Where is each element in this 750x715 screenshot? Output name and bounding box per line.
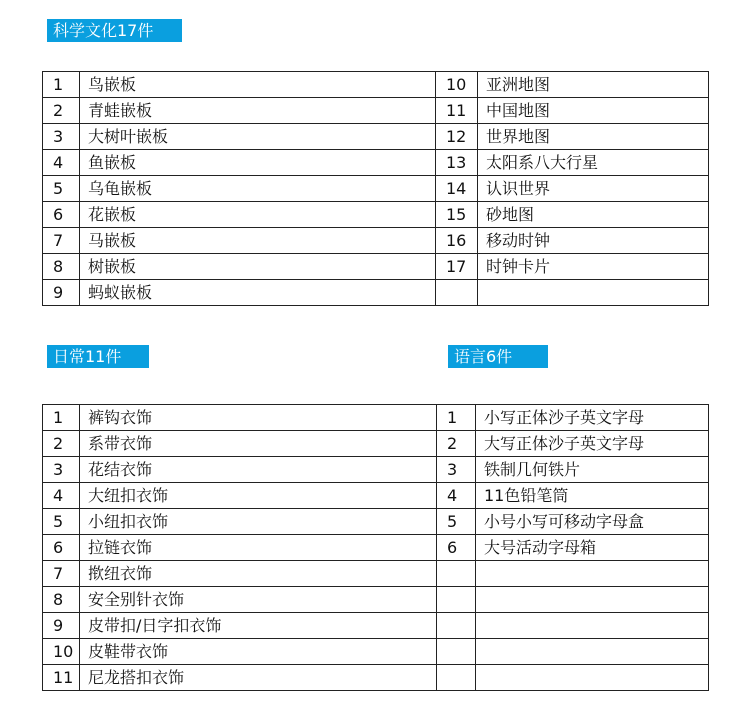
item-number: 11 — [43, 665, 80, 691]
item-name: 铁制几何铁片 — [476, 457, 709, 483]
section-title-science: 科学文化17件 — [47, 19, 182, 42]
item-name: 小纽扣衣饰 — [80, 509, 437, 535]
table-row — [437, 431, 709, 457]
table-row — [43, 457, 437, 483]
item-number: 17 — [436, 254, 478, 280]
section-title-daily: 日常11件 — [47, 345, 149, 368]
item-number: 1 — [43, 405, 80, 431]
item-name: 大号活动字母箱 — [476, 535, 709, 561]
item-name: 中国地图 — [478, 98, 709, 124]
table-row — [437, 457, 709, 483]
item-number: 14 — [436, 176, 478, 202]
item-number — [437, 587, 476, 613]
daily-table — [42, 404, 437, 691]
item-number: 11 — [436, 98, 478, 124]
item-name: 11色铅笔筒 — [476, 483, 709, 509]
table-row — [43, 535, 437, 561]
table-row — [437, 535, 709, 561]
item-number: 8 — [43, 254, 80, 280]
table-row — [43, 254, 709, 280]
table-row — [437, 613, 709, 639]
item-name: 时钟卡片 — [478, 254, 709, 280]
item-name: 小号小写可移动字母盒 — [476, 509, 709, 535]
science-table-body — [43, 72, 709, 306]
item-number — [437, 613, 476, 639]
item-number: 4 — [43, 483, 80, 509]
item-name: 大写正体沙子英文字母 — [476, 431, 709, 457]
item-name — [476, 613, 709, 639]
table-row — [43, 431, 437, 457]
item-name: 树嵌板 — [80, 254, 436, 280]
item-number: 2 — [43, 431, 80, 457]
item-name: 鱼嵌板 — [80, 150, 436, 176]
item-name — [476, 665, 709, 691]
item-name — [476, 639, 709, 665]
item-number: 16 — [436, 228, 478, 254]
item-name — [476, 587, 709, 613]
table-row — [43, 613, 437, 639]
science-table — [42, 71, 709, 306]
item-number — [436, 280, 478, 306]
item-number — [437, 639, 476, 665]
item-number: 3 — [437, 457, 476, 483]
item-number: 4 — [437, 483, 476, 509]
item-name: 裤钩衣饰 — [80, 405, 437, 431]
table-row — [43, 561, 437, 587]
table-row — [43, 72, 709, 98]
item-number: 15 — [436, 202, 478, 228]
table-row — [43, 124, 709, 150]
item-number: 6 — [43, 535, 80, 561]
item-name: 大树叶嵌板 — [80, 124, 436, 150]
item-name: 青蛙嵌板 — [80, 98, 436, 124]
item-number: 4 — [43, 150, 80, 176]
item-name: 马嵌板 — [80, 228, 436, 254]
language-table — [436, 404, 709, 691]
item-number: 10 — [436, 72, 478, 98]
item-name: 皮带扣/日字扣衣饰 — [80, 613, 437, 639]
item-name: 小写正体沙子英文字母 — [476, 405, 709, 431]
table-row — [437, 483, 709, 509]
item-name: 亚洲地图 — [478, 72, 709, 98]
table-row — [43, 228, 709, 254]
table-row — [43, 202, 709, 228]
item-number — [437, 561, 476, 587]
item-name: 尼龙搭扣衣饰 — [80, 665, 437, 691]
item-number: 5 — [43, 509, 80, 535]
item-number: 9 — [43, 613, 80, 639]
item-name: 揿纽衣饰 — [80, 561, 437, 587]
table-row — [43, 665, 437, 691]
item-name: 移动时钟 — [478, 228, 709, 254]
table-row — [437, 405, 709, 431]
item-number: 3 — [43, 124, 80, 150]
table-row — [437, 665, 709, 691]
table-row — [43, 509, 437, 535]
item-name: 花嵌板 — [80, 202, 436, 228]
item-number: 2 — [43, 98, 80, 124]
item-number: 7 — [43, 561, 80, 587]
item-number: 5 — [43, 176, 80, 202]
item-number: 1 — [43, 72, 80, 98]
item-name: 认识世界 — [478, 176, 709, 202]
table-row — [437, 561, 709, 587]
item-name: 蚂蚁嵌板 — [80, 280, 436, 306]
item-number: 13 — [436, 150, 478, 176]
item-number: 6 — [43, 202, 80, 228]
item-name: 乌龟嵌板 — [80, 176, 436, 202]
item-name: 皮鞋带衣饰 — [80, 639, 437, 665]
table-row — [43, 639, 437, 665]
item-number: 12 — [436, 124, 478, 150]
item-name: 世界地图 — [478, 124, 709, 150]
item-number: 9 — [43, 280, 80, 306]
table-row — [43, 587, 437, 613]
table-row — [437, 587, 709, 613]
table-row — [43, 483, 437, 509]
table-row — [43, 98, 709, 124]
item-name: 系带衣饰 — [80, 431, 437, 457]
item-name: 鸟嵌板 — [80, 72, 436, 98]
table-row — [43, 176, 709, 202]
item-number: 5 — [437, 509, 476, 535]
item-name — [476, 561, 709, 587]
item-name: 大纽扣衣饰 — [80, 483, 437, 509]
item-number: 6 — [437, 535, 476, 561]
item-number: 2 — [437, 431, 476, 457]
item-name: 砂地图 — [478, 202, 709, 228]
item-number: 8 — [43, 587, 80, 613]
item-name: 安全别针衣饰 — [80, 587, 437, 613]
section-title-language: 语言6件 — [448, 345, 548, 368]
table-row — [437, 639, 709, 665]
table-row — [43, 280, 709, 306]
item-name: 太阳系八大行星 — [478, 150, 709, 176]
item-number: 1 — [437, 405, 476, 431]
table-row — [437, 509, 709, 535]
language-table-body — [437, 405, 709, 691]
item-name: 拉链衣饰 — [80, 535, 437, 561]
daily-table-body — [43, 405, 437, 691]
item-number: 7 — [43, 228, 80, 254]
item-number: 3 — [43, 457, 80, 483]
item-name — [478, 280, 709, 306]
item-name: 花结衣饰 — [80, 457, 437, 483]
item-number — [437, 665, 476, 691]
item-number: 10 — [43, 639, 80, 665]
table-row — [43, 150, 709, 176]
table-row — [43, 405, 437, 431]
